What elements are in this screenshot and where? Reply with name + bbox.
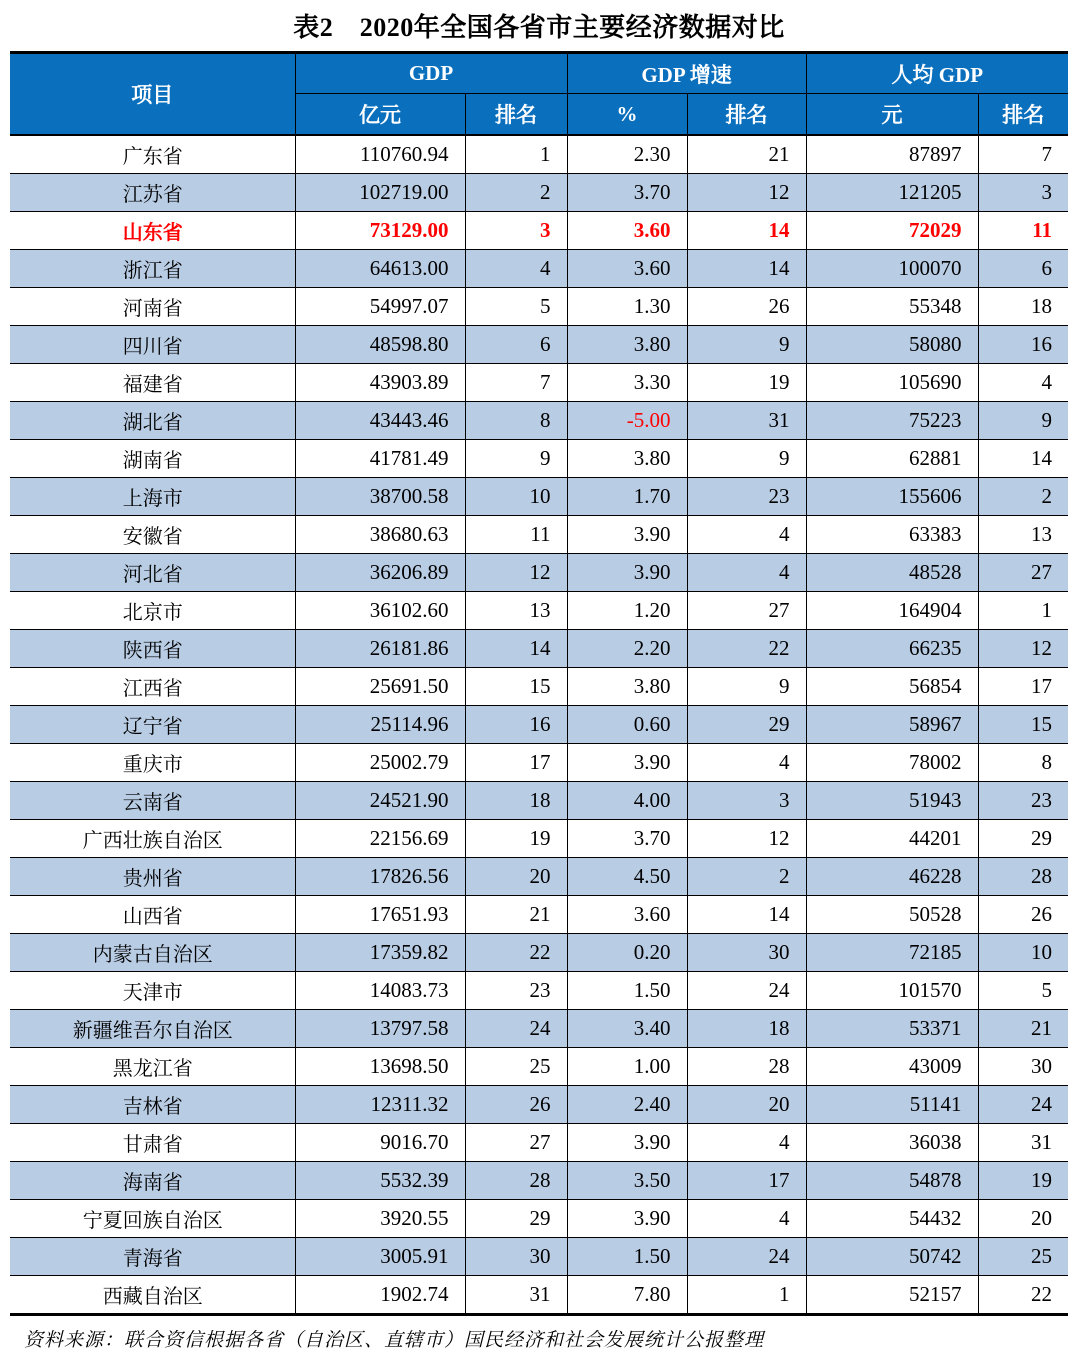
per-capita-value-cell: 100070 [806,250,978,288]
gdp-rank-cell: 16 [465,706,567,744]
table-row [10,1048,1068,1086]
province-name-cell: 云南省 [10,782,295,820]
per-capita-rank-cell: 31 [978,1124,1068,1162]
gdp-rank-cell: 14 [465,630,567,668]
province-name-cell: 甘肃省 [10,1124,295,1162]
gdp-rank-cell: 4 [465,250,567,288]
per-capita-rank-cell: 4 [978,364,1068,402]
gdp-rank-cell: 30 [465,1238,567,1276]
per-capita-value-cell: 105690 [806,364,978,402]
gdp-rank-cell: 17 [465,744,567,782]
per-capita-rank-cell: 12 [978,630,1068,668]
per-capita-value-cell: 52157 [806,1276,978,1315]
growth-rank-cell: 12 [687,174,806,212]
gdp-value-cell: 38700.58 [295,478,465,516]
province-name-cell: 陕西省 [10,630,295,668]
growth-rank-cell: 4 [687,1200,806,1238]
growth-value-cell: 4.00 [567,782,687,820]
gdp-value-cell: 25002.79 [295,744,465,782]
per-capita-value-cell: 164904 [806,592,978,630]
gdp-value-cell: 36102.60 [295,592,465,630]
province-name-cell: 重庆市 [10,744,295,782]
gdp-rank-cell: 25 [465,1048,567,1086]
table-row [10,402,1068,440]
header-per-capita-rank: 排名 [978,94,1068,136]
province-name-cell: 新疆维吾尔自治区 [10,1010,295,1048]
per-capita-rank-cell: 23 [978,782,1068,820]
province-name-cell: 贵州省 [10,858,295,896]
gdp-value-cell: 73129.00 [295,212,465,250]
province-name-cell: 内蒙古自治区 [10,934,295,972]
table-row [10,135,1068,174]
growth-value-cell: 3.60 [567,250,687,288]
gdp-rank-cell: 11 [465,516,567,554]
per-capita-rank-cell: 19 [978,1162,1068,1200]
table-row [10,174,1068,212]
header-group-gdp-growth: GDP 增速 [567,53,806,94]
per-capita-value-cell: 51943 [806,782,978,820]
per-capita-value-cell: 78002 [806,744,978,782]
header-group-row [10,53,1068,94]
growth-value-cell: 0.20 [567,934,687,972]
table-row [10,972,1068,1010]
growth-rank-cell: 21 [687,135,806,174]
growth-value-cell: 3.90 [567,1124,687,1162]
per-capita-value-cell: 58080 [806,326,978,364]
gdp-value-cell: 14083.73 [295,972,465,1010]
per-capita-value-cell: 101570 [806,972,978,1010]
economic-data-table [10,51,1068,1316]
gdp-rank-cell: 20 [465,858,567,896]
per-capita-value-cell: 121205 [806,174,978,212]
per-capita-rank-cell: 11 [978,212,1068,250]
gdp-value-cell: 13797.58 [295,1010,465,1048]
growth-rank-cell: 2 [687,858,806,896]
growth-value-cell: 1.70 [567,478,687,516]
province-name-cell: 四川省 [10,326,295,364]
table-row [10,782,1068,820]
table-row [10,1276,1068,1315]
per-capita-rank-cell: 25 [978,1238,1068,1276]
gdp-value-cell: 64613.00 [295,250,465,288]
gdp-value-cell: 9016.70 [295,1124,465,1162]
table-title: 表2 2020年全国各省市主要经济数据对比 [293,13,785,42]
province-name-cell: 河南省 [10,288,295,326]
province-name-cell: 山东省 [10,212,295,250]
province-name-cell: 宁夏回族自治区 [10,1200,295,1238]
per-capita-value-cell: 43009 [806,1048,978,1086]
per-capita-rank-cell: 27 [978,554,1068,592]
per-capita-rank-cell: 16 [978,326,1068,364]
header-group-gdp: GDP [295,53,567,94]
header-growth-unit: % [567,94,687,136]
per-capita-rank-cell: 8 [978,744,1068,782]
growth-rank-cell: 1 [687,1276,806,1315]
growth-value-cell: 1.00 [567,1048,687,1086]
per-capita-value-cell: 62881 [806,440,978,478]
province-name-cell: 黑龙江省 [10,1048,295,1086]
per-capita-rank-cell: 3 [978,174,1068,212]
gdp-rank-cell: 26 [465,1086,567,1124]
growth-value-cell: 3.80 [567,326,687,364]
growth-rank-cell: 14 [687,212,806,250]
gdp-value-cell: 17826.56 [295,858,465,896]
growth-value-cell: 3.60 [567,896,687,934]
growth-rank-cell: 17 [687,1162,806,1200]
per-capita-value-cell: 55348 [806,288,978,326]
growth-rank-cell: 29 [687,706,806,744]
gdp-rank-cell: 27 [465,1124,567,1162]
table-row [10,1162,1068,1200]
province-name-cell: 广东省 [10,135,295,174]
growth-value-cell: 3.30 [567,364,687,402]
province-name-cell: 西藏自治区 [10,1276,295,1315]
growth-value-cell: 0.60 [567,706,687,744]
table-row [10,288,1068,326]
growth-value-cell: 3.40 [567,1010,687,1048]
header-growth-rank: 排名 [687,94,806,136]
growth-rank-cell: 3 [687,782,806,820]
province-name-cell: 浙江省 [10,250,295,288]
gdp-value-cell: 102719.00 [295,174,465,212]
growth-rank-cell: 26 [687,288,806,326]
per-capita-value-cell: 54432 [806,1200,978,1238]
per-capita-rank-cell: 15 [978,706,1068,744]
province-name-cell: 江西省 [10,668,295,706]
gdp-value-cell: 36206.89 [295,554,465,592]
per-capita-value-cell: 36038 [806,1124,978,1162]
growth-value-cell: 7.80 [567,1276,687,1315]
growth-rank-cell: 31 [687,402,806,440]
table-row [10,1124,1068,1162]
province-name-cell: 安徽省 [10,516,295,554]
growth-rank-cell: 22 [687,630,806,668]
gdp-value-cell: 41781.49 [295,440,465,478]
growth-value-cell: 3.90 [567,516,687,554]
table-row [10,820,1068,858]
per-capita-value-cell: 63383 [806,516,978,554]
per-capita-value-cell: 50528 [806,896,978,934]
per-capita-value-cell: 155606 [806,478,978,516]
per-capita-value-cell: 66235 [806,630,978,668]
table-header [10,53,1068,136]
per-capita-value-cell: 48528 [806,554,978,592]
growth-value-cell: 2.40 [567,1086,687,1124]
per-capita-rank-cell: 13 [978,516,1068,554]
gdp-value-cell: 3005.91 [295,1238,465,1276]
table-row [10,668,1068,706]
header-group-per-capita-gdp: 人均 GDP [806,53,1068,94]
per-capita-value-cell: 53371 [806,1010,978,1048]
growth-value-cell: 3.70 [567,820,687,858]
growth-value-cell: 1.20 [567,592,687,630]
per-capita-value-cell: 54878 [806,1162,978,1200]
growth-rank-cell: 27 [687,592,806,630]
gdp-rank-cell: 8 [465,402,567,440]
per-capita-value-cell: 44201 [806,820,978,858]
per-capita-rank-cell: 6 [978,250,1068,288]
gdp-value-cell: 12311.32 [295,1086,465,1124]
per-capita-rank-cell: 18 [978,288,1068,326]
table-row [10,630,1068,668]
per-capita-value-cell: 58967 [806,706,978,744]
table-row [10,478,1068,516]
table-row [10,896,1068,934]
gdp-value-cell: 17651.93 [295,896,465,934]
per-capita-rank-cell: 2 [978,478,1068,516]
table-row [10,1086,1068,1124]
header-per-capita-unit: 元 [806,94,978,136]
gdp-value-cell: 13698.50 [295,1048,465,1086]
per-capita-rank-cell: 20 [978,1200,1068,1238]
gdp-rank-cell: 9 [465,440,567,478]
table-row [10,250,1068,288]
growth-rank-cell: 12 [687,820,806,858]
gdp-value-cell: 25691.50 [295,668,465,706]
per-capita-rank-cell: 7 [978,135,1068,174]
header-item: 项目 [10,53,295,136]
growth-rank-cell: 4 [687,1124,806,1162]
table-row [10,1010,1068,1048]
per-capita-rank-cell: 24 [978,1086,1068,1124]
per-capita-value-cell: 75223 [806,402,978,440]
per-capita-rank-cell: 9 [978,402,1068,440]
gdp-rank-cell: 18 [465,782,567,820]
growth-value-cell: 3.90 [567,744,687,782]
province-name-cell: 山西省 [10,896,295,934]
growth-rank-cell: 18 [687,1010,806,1048]
table-row [10,364,1068,402]
table-row [10,440,1068,478]
growth-rank-cell: 19 [687,364,806,402]
province-name-cell: 天津市 [10,972,295,1010]
growth-rank-cell: 9 [687,440,806,478]
growth-rank-cell: 14 [687,250,806,288]
growth-value-cell: 3.50 [567,1162,687,1200]
gdp-rank-cell: 7 [465,364,567,402]
gdp-value-cell: 3920.55 [295,1200,465,1238]
table-row [10,212,1068,250]
growth-rank-cell: 24 [687,1238,806,1276]
province-name-cell: 广西壮族自治区 [10,820,295,858]
gdp-value-cell: 24521.90 [295,782,465,820]
per-capita-value-cell: 87897 [806,135,978,174]
growth-rank-cell: 4 [687,516,806,554]
gdp-value-cell: 38680.63 [295,516,465,554]
province-name-cell: 湖南省 [10,440,295,478]
per-capita-value-cell: 56854 [806,668,978,706]
province-name-cell: 上海市 [10,478,295,516]
gdp-rank-cell: 15 [465,668,567,706]
gdp-value-cell: 43443.46 [295,402,465,440]
province-name-cell: 福建省 [10,364,295,402]
gdp-rank-cell: 21 [465,896,567,934]
province-name-cell: 河北省 [10,554,295,592]
growth-rank-cell: 9 [687,668,806,706]
per-capita-rank-cell: 10 [978,934,1068,972]
gdp-rank-cell: 29 [465,1200,567,1238]
table-row [10,706,1068,744]
gdp-rank-cell: 22 [465,934,567,972]
gdp-value-cell: 26181.86 [295,630,465,668]
growth-value-cell: 3.90 [567,554,687,592]
growth-value-cell: 1.30 [567,288,687,326]
gdp-rank-cell: 31 [465,1276,567,1315]
table-row [10,1200,1068,1238]
gdp-rank-cell: 19 [465,820,567,858]
per-capita-rank-cell: 29 [978,820,1068,858]
table-body [10,135,1068,1315]
growth-rank-cell: 9 [687,326,806,364]
growth-rank-cell: 24 [687,972,806,1010]
growth-value-cell: 2.30 [567,135,687,174]
per-capita-rank-cell: 28 [978,858,1068,896]
table-row [10,516,1068,554]
growth-value-cell: 3.80 [567,440,687,478]
gdp-rank-cell: 3 [465,212,567,250]
gdp-value-cell: 110760.94 [295,135,465,174]
growth-value-cell: -5.00 [567,402,687,440]
province-name-cell: 江苏省 [10,174,295,212]
per-capita-rank-cell: 22 [978,1276,1068,1315]
per-capita-value-cell: 50742 [806,1238,978,1276]
gdp-value-cell: 17359.82 [295,934,465,972]
per-capita-rank-cell: 26 [978,896,1068,934]
header-gdp-rank: 排名 [465,94,567,136]
gdp-value-cell: 54997.07 [295,288,465,326]
province-name-cell: 湖北省 [10,402,295,440]
table-row [10,554,1068,592]
province-name-cell: 海南省 [10,1162,295,1200]
per-capita-rank-cell: 14 [978,440,1068,478]
gdp-value-cell: 43903.89 [295,364,465,402]
growth-rank-cell: 20 [687,1086,806,1124]
gdp-value-cell: 25114.96 [295,706,465,744]
per-capita-rank-cell: 21 [978,1010,1068,1048]
province-name-cell: 辽宁省 [10,706,295,744]
gdp-rank-cell: 2 [465,174,567,212]
gdp-rank-cell: 24 [465,1010,567,1048]
growth-rank-cell: 28 [687,1048,806,1086]
gdp-value-cell: 5532.39 [295,1162,465,1200]
gdp-rank-cell: 12 [465,554,567,592]
table-row [10,744,1068,782]
table-row [10,592,1068,630]
per-capita-value-cell: 51141 [806,1086,978,1124]
growth-value-cell: 4.50 [567,858,687,896]
gdp-value-cell: 48598.80 [295,326,465,364]
growth-rank-cell: 4 [687,554,806,592]
per-capita-rank-cell: 30 [978,1048,1068,1086]
growth-value-cell: 3.70 [567,174,687,212]
growth-rank-cell: 14 [687,896,806,934]
growth-value-cell: 1.50 [567,972,687,1010]
growth-value-cell: 1.50 [567,1238,687,1276]
per-capita-value-cell: 46228 [806,858,978,896]
table-row [10,1238,1068,1276]
province-name-cell: 北京市 [10,592,295,630]
growth-value-cell: 2.20 [567,630,687,668]
growth-value-cell: 3.60 [567,212,687,250]
per-capita-value-cell: 72185 [806,934,978,972]
growth-value-cell: 3.80 [567,668,687,706]
growth-rank-cell: 4 [687,744,806,782]
per-capita-rank-cell: 1 [978,592,1068,630]
gdp-rank-cell: 23 [465,972,567,1010]
per-capita-rank-cell: 17 [978,668,1068,706]
province-name-cell: 吉林省 [10,1086,295,1124]
growth-rank-cell: 30 [687,934,806,972]
header-gdp-unit: 亿元 [295,94,465,136]
table-row [10,934,1068,972]
gdp-rank-cell: 10 [465,478,567,516]
gdp-value-cell: 1902.74 [295,1276,465,1315]
province-name-cell: 青海省 [10,1238,295,1276]
per-capita-value-cell: 72029 [806,212,978,250]
gdp-rank-cell: 5 [465,288,567,326]
table-row [10,858,1068,896]
growth-value-cell: 3.90 [567,1200,687,1238]
per-capita-rank-cell: 5 [978,972,1068,1010]
gdp-rank-cell: 13 [465,592,567,630]
growth-rank-cell: 23 [687,478,806,516]
gdp-rank-cell: 1 [465,135,567,174]
table-row [10,326,1068,364]
gdp-rank-cell: 6 [465,326,567,364]
gdp-rank-cell: 28 [465,1162,567,1200]
source-note: 资料来源：联合资信根据各省（自治区、直辖市）国民经济和社会发展统计公报整理 [24,1330,765,1351]
gdp-value-cell: 22156.69 [295,820,465,858]
